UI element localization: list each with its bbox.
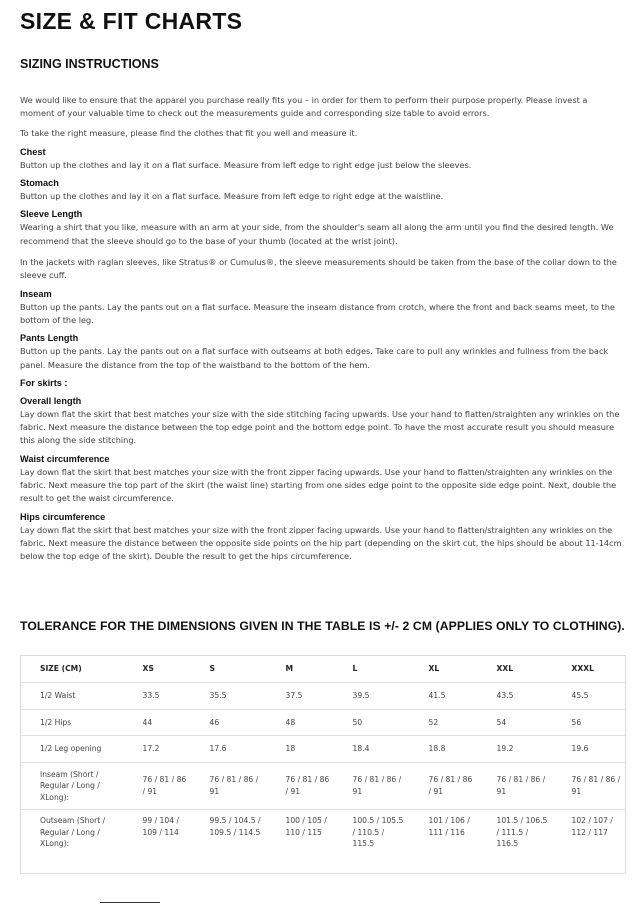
table-header-cell: XL	[410, 656, 478, 683]
table-cell: 37.5	[267, 683, 334, 710]
table-row	[21, 763, 626, 810]
table-cell: 101 / 106 / 111 / 116	[410, 810, 478, 874]
section-heading: Chest	[20, 146, 46, 157]
section-stomach	[20, 177, 623, 203]
table-header-cell: XXL	[478, 656, 553, 683]
section-pants-length	[20, 332, 623, 372]
table-cell: 45.5	[553, 683, 626, 710]
section-heading: Pants Length	[20, 333, 79, 344]
table-cell: 19.2	[478, 736, 553, 763]
section-text: Button up the clothes and lay it on a flat surface. Measure from left edge to right edge at the waistline.	[20, 191, 444, 202]
table-cell: 44	[124, 710, 191, 736]
table-cell: 17.2	[124, 736, 191, 763]
table-cell: 76 / 81 / 86 / 91	[267, 763, 334, 810]
table-cell: 54	[478, 710, 553, 736]
section-text: Wearing a shirt that you like, measure with an arm at your side, from the shoulder's seam all along the arm until you find the desired length. We recommend that the sleeve should go to the base of your thumb (located at the wrist joint).	[20, 222, 614, 246]
table-row	[21, 736, 626, 763]
table-row	[21, 810, 626, 874]
table-row-label: Inseam (Short / Regular / Long / XLong):	[21, 763, 124, 810]
table-row-label: 1/2 Hips	[21, 710, 124, 736]
section-text: In the jackets with raglan sleeves, like Stratus® or Cumulus®, the sleeve measurements should be taken from the base of the collar down to the sleeve cuff.	[20, 257, 617, 281]
section-text: Button up the pants. Lay the pants out on a flat surface. Measure the inseam distance from crotch, where the front and back seams meet, to the bottom of the leg.	[20, 301, 615, 325]
table-cell: 18.4	[334, 736, 410, 763]
table-header-cell: XS	[124, 656, 191, 683]
intro-paragraph: To take the right measure, please find the clothes that fit you well and measure it.	[20, 127, 358, 138]
table-cell: 99 / 104 / 109 / 114	[124, 810, 191, 874]
table-cell: 76 / 81 / 86 / 91	[124, 763, 191, 810]
table-cell: 50	[334, 710, 410, 736]
table-cell: 101.5 / 106.5 / 111.5 / 116.5	[478, 810, 553, 874]
table-header-cell: SIZE (CM)	[21, 656, 124, 683]
section-hips-circumference	[20, 511, 623, 564]
table-cell: 76 / 81 / 86 / 91	[334, 763, 410, 810]
table-cell: 48	[267, 710, 334, 736]
table-cell: 76 / 81 / 86 / 91	[191, 763, 267, 810]
table-cell: 33.5	[124, 683, 191, 710]
table-cell: 100 / 105 / 110 / 115	[267, 810, 334, 874]
tolerance-heading: TOLERANCE FOR THE DIMENSIONS GIVEN IN THE TABLE IS +/- 2 CM (APPLIES ONLY TO CLOTHING).	[20, 619, 625, 633]
table-header-cell: L	[334, 656, 410, 683]
section-heading: Hips circumference	[20, 511, 106, 522]
table-cell: 19.6	[553, 736, 626, 763]
page-footer-divider	[100, 902, 160, 903]
section-inseam	[20, 288, 623, 328]
section-heading: Overall length	[20, 395, 82, 406]
table-row-label: 1/2 Waist	[21, 683, 124, 710]
section-heading: For skirts :	[20, 377, 68, 388]
table-row	[21, 683, 626, 710]
table-header-cell: S	[191, 656, 267, 683]
table-cell: 18.8	[410, 736, 478, 763]
instructions-body	[20, 94, 623, 569]
table-cell: 100.5 / 105.5 / 110.5 / 115.5	[334, 810, 410, 874]
sizing-instructions-heading: SIZING INSTRUCTIONS	[20, 57, 159, 71]
section-text: Lay down flat the skirt that best matches your size with the front zipper facing upwards. Use your hand to flatten/straighten any wrinkles on the fabric. Next measure the distance between the opposite side points on the hip part (depending on the skirt cut, the hips should be about 11-14cm below the top edge of the skirt). Double the result to get the hips circumference.	[20, 524, 622, 562]
table-cell: 35.5	[191, 683, 267, 710]
table-cell: 17.6	[191, 736, 267, 763]
table-row	[21, 710, 626, 736]
table-cell: 76 / 81 / 86 / 91	[478, 763, 553, 810]
table-cell: 99.5 / 104.5 / 109.5 / 114.5	[191, 810, 267, 874]
table-header-row	[21, 656, 626, 683]
section-overall-length	[20, 395, 623, 448]
table-cell: 43.5	[478, 683, 553, 710]
table-row-label: Outseam (Short / Regular / Long / XLong):	[21, 810, 124, 874]
table-cell: 39.5	[334, 683, 410, 710]
table-cell: 41.5	[410, 683, 478, 710]
table-cell: 52	[410, 710, 478, 736]
section-heading: Stomach	[20, 178, 59, 189]
table-cell: 56	[553, 710, 626, 736]
section-sleeve-length	[20, 208, 623, 282]
table-cell: 18	[267, 736, 334, 763]
section-text: Lay down flat the skirt that best matches your size with the front zipper facing upwards. Use your hand to flatten/straighten any wrinkles on the fabric. Next measure the top part of the skirt (the waist line) starting from one sides edge point to the opposite side edge point. Next, double the result to get the waist circumference.	[20, 466, 617, 504]
section-heading: Inseam	[20, 288, 52, 299]
table-row-label: 1/2 Leg opening	[21, 736, 124, 763]
section-chest	[20, 146, 623, 172]
table-cell: 46	[191, 710, 267, 736]
size-table	[20, 655, 626, 874]
intro-paragraph: We would like to ensure that the apparel you purchase really fits you – in order for them to perform their purpose properly. Please invest a moment of your valuable time to check out the measurements guide and corresponding size table to avoid errors.	[20, 95, 588, 119]
page-title: SIZE & FIT CHARTS	[20, 8, 243, 34]
section-heading: Waist circumference	[20, 453, 110, 464]
section-text: Lay down flat the skirt that best matches your size with the side stitching facing upwards. Use your hand to flatten/straighten any wrinkles on the fabric. Next measure the distance between the top edge point and the bottom edge point. To have the most accurate result you should measure this along the side stitching.	[20, 408, 620, 446]
section-text: Button up the pants. Lay the pants out on a flat surface with outseams at both edges. Take care to pull any wrinkles and fullness from the back panel. Measure the distance from the top of the waistband to the bottom of the hem.	[20, 346, 609, 370]
table-header-cell: M	[267, 656, 334, 683]
table-cell: 102 / 107 / 112 / 117	[553, 810, 626, 874]
section-heading: Sleeve Length	[20, 209, 83, 220]
table-cell: 76 / 81 / 86 / 91	[553, 763, 626, 810]
table-cell: 76 / 81 / 86 / 91	[410, 763, 478, 810]
table-header-cell: XXXL	[553, 656, 626, 683]
section-text: Button up the clothes and lay it on a flat surface. Measure from left edge to right edge just below the sleeves.	[20, 159, 472, 170]
section-waist-circumference	[20, 453, 623, 506]
section-for-skirts	[20, 377, 623, 390]
